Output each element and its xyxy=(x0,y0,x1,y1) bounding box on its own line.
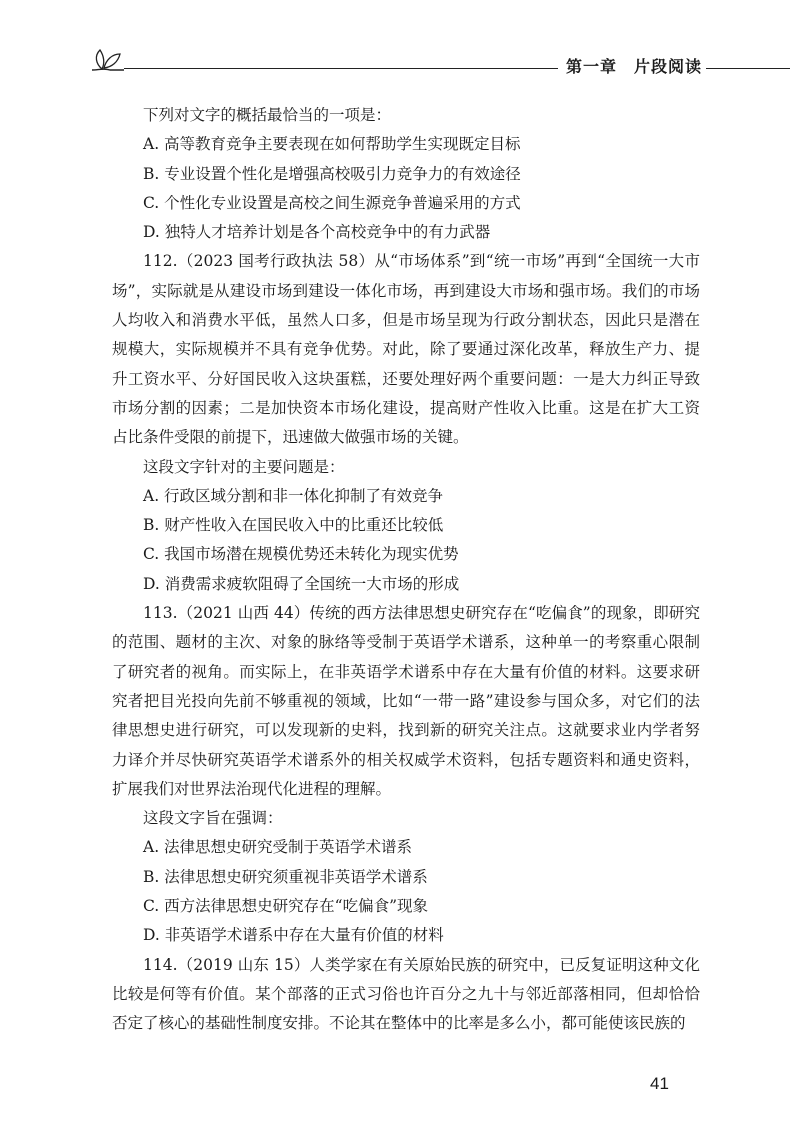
leaf-ornament-icon xyxy=(90,46,124,76)
header-rule-left xyxy=(124,68,558,69)
chapter-title: 第一章 片段阅读 xyxy=(566,57,703,76)
text-line: D. 非英语学术谱系中存在大量有价值的材料 xyxy=(143,926,444,945)
question-paragraph: 113.（2021 山西 44）传统的西方法律思想史研究存在“吃偏食”的现象，即研究的范围、题材的主次、对象的脉络等受制于英语学术谱系，这种单一的考察重心限制了研究者的视角。而实际上，在非英语学术谱系中存在大量有价值的材料。这要求研究者把目光投向先前不够重视的领域，比如“一带一路”建设参与国众多，对它们的法律思想史进行研究，可以发现新的史料，找到新的研究关注点。这就要求业内学者努力译介并尽快研究英语学术谱系外的相关权威学术资料，包括专题资料和通史资料，扩展我们对世界法治现代化进程的理解。 xyxy=(112,604,700,798)
text-line: C. 我国市场潜在规模优势还未转化为现实优势 xyxy=(143,545,459,564)
question-paragraph: 112.（2023 国考行政执法 58）从“市场体系”到“统一市场”再到“全国统一大市场”，实际就是从建设市场到建设一体化市场，再到建设大市场和强市场。我们的市场人均收入和消费水平低，虽然人口多，但是市场呈现为行政分割状态，因此只是潜在规模大，实际规模并不具有竞争优势。对此，除了要通过深化改革，释放生产力、提升工资水平、分好国民收入这块蛋糕，还要处理好两个重要问题：一是大力纠正导致市场分割的因素；二是加快资本市场化建设，提高财产性收入比重。这是在扩大工资占比条件受限的前提下，迅速做大做强市场的关键。 xyxy=(112,252,700,447)
text-line: D. 独特人才培养计划是各个高校竞争中的有力武器 xyxy=(143,223,491,242)
running-header xyxy=(90,44,790,84)
text-line: B. 专业设置个性化是增强高校吸引力竞争力的有效途径 xyxy=(143,164,521,183)
text-line: D. 消费需求疲软阻碍了全国统一大市场的形成 xyxy=(143,574,460,593)
text-line: 这段文字旨在强调： xyxy=(143,809,283,828)
text-line: A. 法律思想史研究受制于英语学术谱系 xyxy=(143,838,413,857)
text-line: C. 西方法律思想史研究存在“吃偏食”现象 xyxy=(143,897,429,916)
text-line: A. 高等教育竞争主要表现在如何帮助学生实现既定目标 xyxy=(143,135,521,154)
page-body xyxy=(112,101,700,1039)
question-paragraph: 114.（2019 山东 15）人类学家在有关原始民族的研究中，已反复证明这种文化比较是何等有价值。某个部落的正式习俗也许百分之九十与邻近部落相同，但却恰恰否定了核心的基础性制度安排。不论其在整体中的比率是多么小，都可能使该民族的 xyxy=(112,955,700,1033)
text-line: C. 个性化专业设置是高校之间生源竞争普遍采用的方式 xyxy=(143,193,521,212)
text-line: 这段文字针对的主要问题是： xyxy=(143,457,345,476)
text-line: B. 法律思想史研究须重视非英语学术谱系 xyxy=(143,867,428,886)
text-line: B. 财产性收入在国民收入中的比重还比较低 xyxy=(143,516,444,535)
text-line: A. 行政区域分割和非一体化抑制了有效竞争 xyxy=(143,486,444,505)
page-number: 41 xyxy=(650,1074,669,1093)
text-line: 下列对文字的概括最恰当的一项是： xyxy=(143,106,392,124)
header-rule-right xyxy=(706,68,790,69)
